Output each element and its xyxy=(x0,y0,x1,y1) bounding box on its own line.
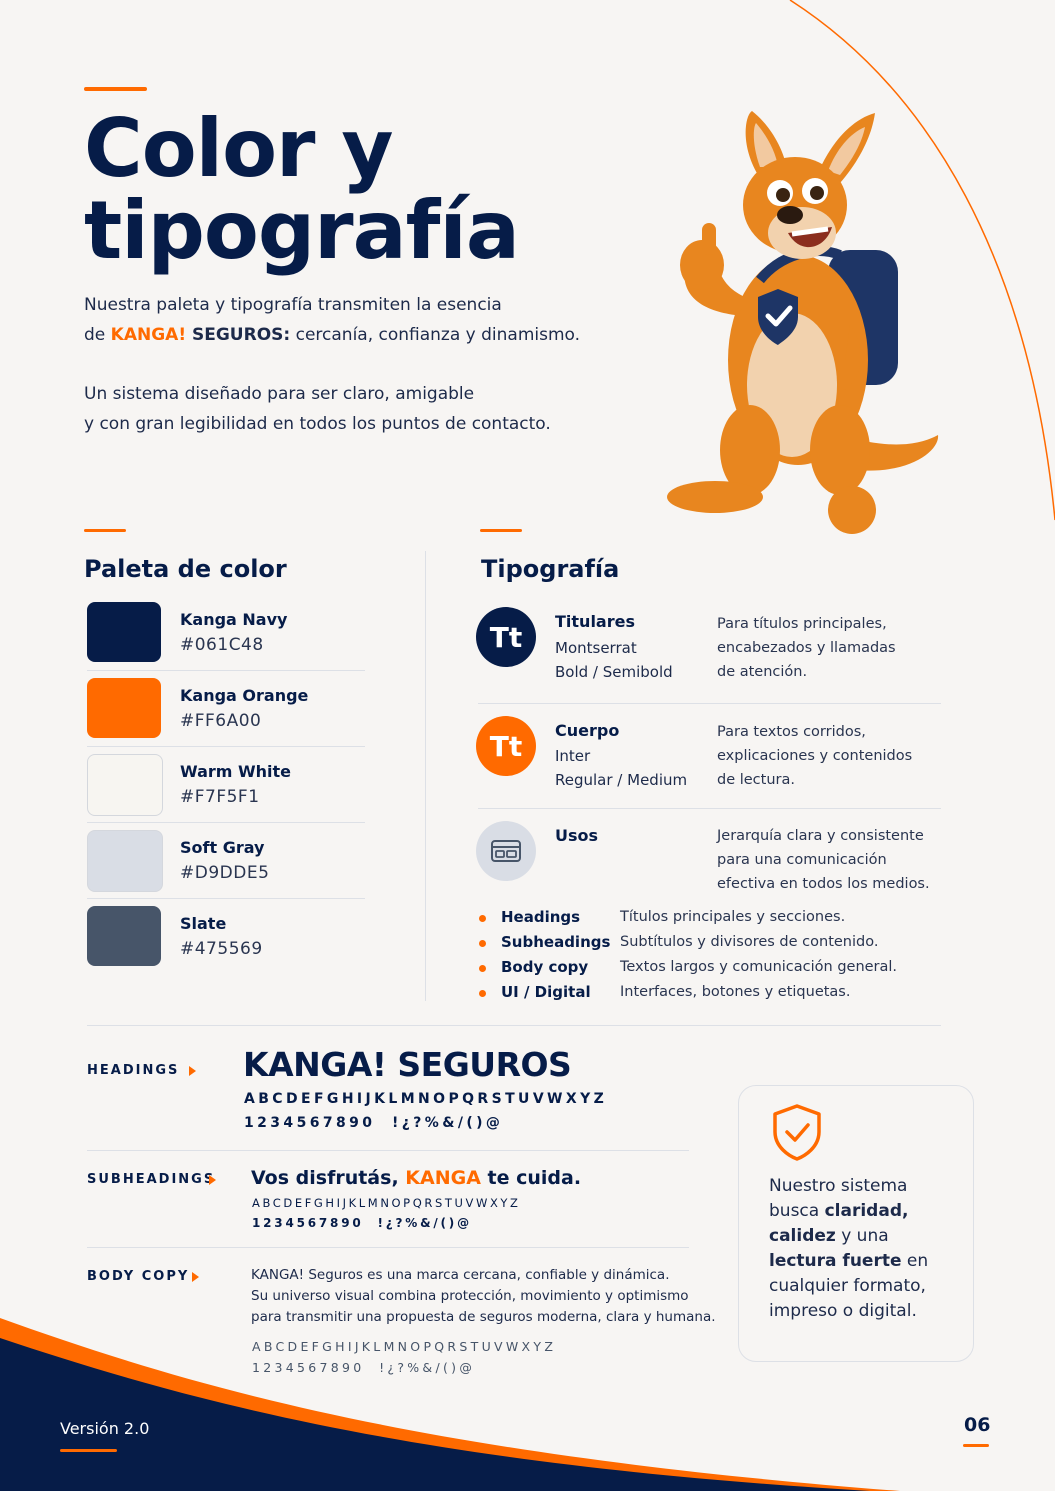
typography-heading: Tipografía xyxy=(481,555,620,583)
typeface-role-cuerpo: Cuerpo xyxy=(555,721,620,740)
body-alphabet: ABCDEFGHIJKLMNOPQRSTUVWXYZ xyxy=(252,1339,557,1354)
page-number: 06 xyxy=(964,1414,991,1436)
swatch-hex: #FF6A00 xyxy=(180,711,262,731)
subheadings-sample: Vos disfrutás, KANGA te cuida. xyxy=(251,1167,582,1189)
usage-desc: Títulos principales y secciones. xyxy=(620,909,846,925)
swatch-name: Slate xyxy=(180,914,227,933)
usage-desc: Textos largos y comunicación general. xyxy=(620,959,898,975)
specimen-label-body-copy: BODY COPY xyxy=(87,1269,190,1284)
intro-line: Un sistema diseñado para ser claro, amigable xyxy=(84,384,475,404)
tt-icon-cuerpo: Tt xyxy=(476,716,536,776)
usage-name: Headings xyxy=(501,908,581,926)
typeface-font-name: Montserrat xyxy=(555,639,637,657)
headings-sample: KANGA! SEGUROS xyxy=(243,1045,572,1084)
body-copy-sample: KANGA! Seguros es una marca cercana, confiable y dinámica. Su universo visual combina protección, movimiento y optimismo para transmitir una propuesta de seguros moderna, clara y humana. xyxy=(251,1267,716,1325)
brand-note-text: Nuestro sistema busca claridad, calidez y una lectura fuerte en cualquier formato, impreso o digital. xyxy=(769,1176,929,1321)
headings-digits: 1234567890 !¿?%&/()@ xyxy=(244,1115,504,1131)
usage-desc: Subtítulos y divisores de contenido. xyxy=(620,934,879,950)
usage-desc: Interfaces, botones y etiquetas. xyxy=(620,984,851,1000)
intro-line: Nuestra paleta y tipografía transmiten la esencia xyxy=(84,295,502,315)
swatch-hex: #475569 xyxy=(180,939,263,959)
typeface-description: Para textos corridos, explicaciones y contenidos de lectura. xyxy=(717,724,913,788)
version-label: Versión 2.0 xyxy=(60,1419,150,1438)
swatch-hex: #061C48 xyxy=(180,635,264,655)
version-accent-bar xyxy=(60,1449,117,1452)
swatch-name: Kanga Navy xyxy=(180,610,288,629)
swatch-name: Warm White xyxy=(180,762,292,781)
typeface-description: Para títulos principales, encabezados y llamadas de atención. xyxy=(717,616,896,680)
brand-kanga: KANGA xyxy=(405,1167,481,1189)
tt-icon-titulares: Tt xyxy=(476,607,536,667)
swatch-name: Soft Gray xyxy=(180,838,265,857)
body-digits: 1234567890 !¿?%&/()@ xyxy=(252,1360,476,1375)
intro-line: y con gran legibilidad en todos los puntos de contacto. xyxy=(84,414,551,434)
brand-kanga: KANGA! xyxy=(110,325,187,345)
page-title-line1: Color y xyxy=(84,102,393,195)
typeface-weights: Regular / Medium xyxy=(555,771,688,789)
specimen-label-subheadings: SUBHEADINGS xyxy=(87,1172,216,1187)
usage-name: UI / Digital xyxy=(501,983,591,1001)
usage-name: Body copy xyxy=(501,958,589,976)
swatch-name: Kanga Orange xyxy=(180,686,309,705)
specimen-label-headings: HEADINGS xyxy=(87,1063,180,1078)
typeface-role-titulares: Titulares xyxy=(555,612,635,631)
usage-name: Subheadings xyxy=(501,933,611,951)
swatch-hex: #D9DDE5 xyxy=(180,863,270,883)
typeface-role-usos: Usos xyxy=(555,826,599,845)
headings-alphabet: ABCDEFGHIJKLMNOPQRSTUVWXYZ xyxy=(244,1091,608,1107)
subheadings-digits: 1234567890 !¿?%&/()@ xyxy=(252,1216,472,1230)
brand-seguros: SEGUROS: xyxy=(186,325,291,345)
palette-heading: Paleta de color xyxy=(84,555,287,583)
intro-line: de KANGA! SEGUROS: cercanía, confianza y dinamismo. xyxy=(84,325,581,345)
typeface-font-name: Inter xyxy=(555,747,591,765)
page-title-line2: tipografía xyxy=(84,184,519,277)
typeface-weights: Bold / Semibold xyxy=(555,663,673,681)
subheadings-alphabet: ABCDEFGHIJKLMNOPQRSTUVWXYZ xyxy=(252,1196,521,1210)
swatch-hex: #F7F5F1 xyxy=(180,787,260,807)
usage-description: Jerarquía clara y consistente para una comunicación efectiva en todos los medios. xyxy=(717,828,930,892)
page-number-accent-bar xyxy=(963,1444,989,1447)
